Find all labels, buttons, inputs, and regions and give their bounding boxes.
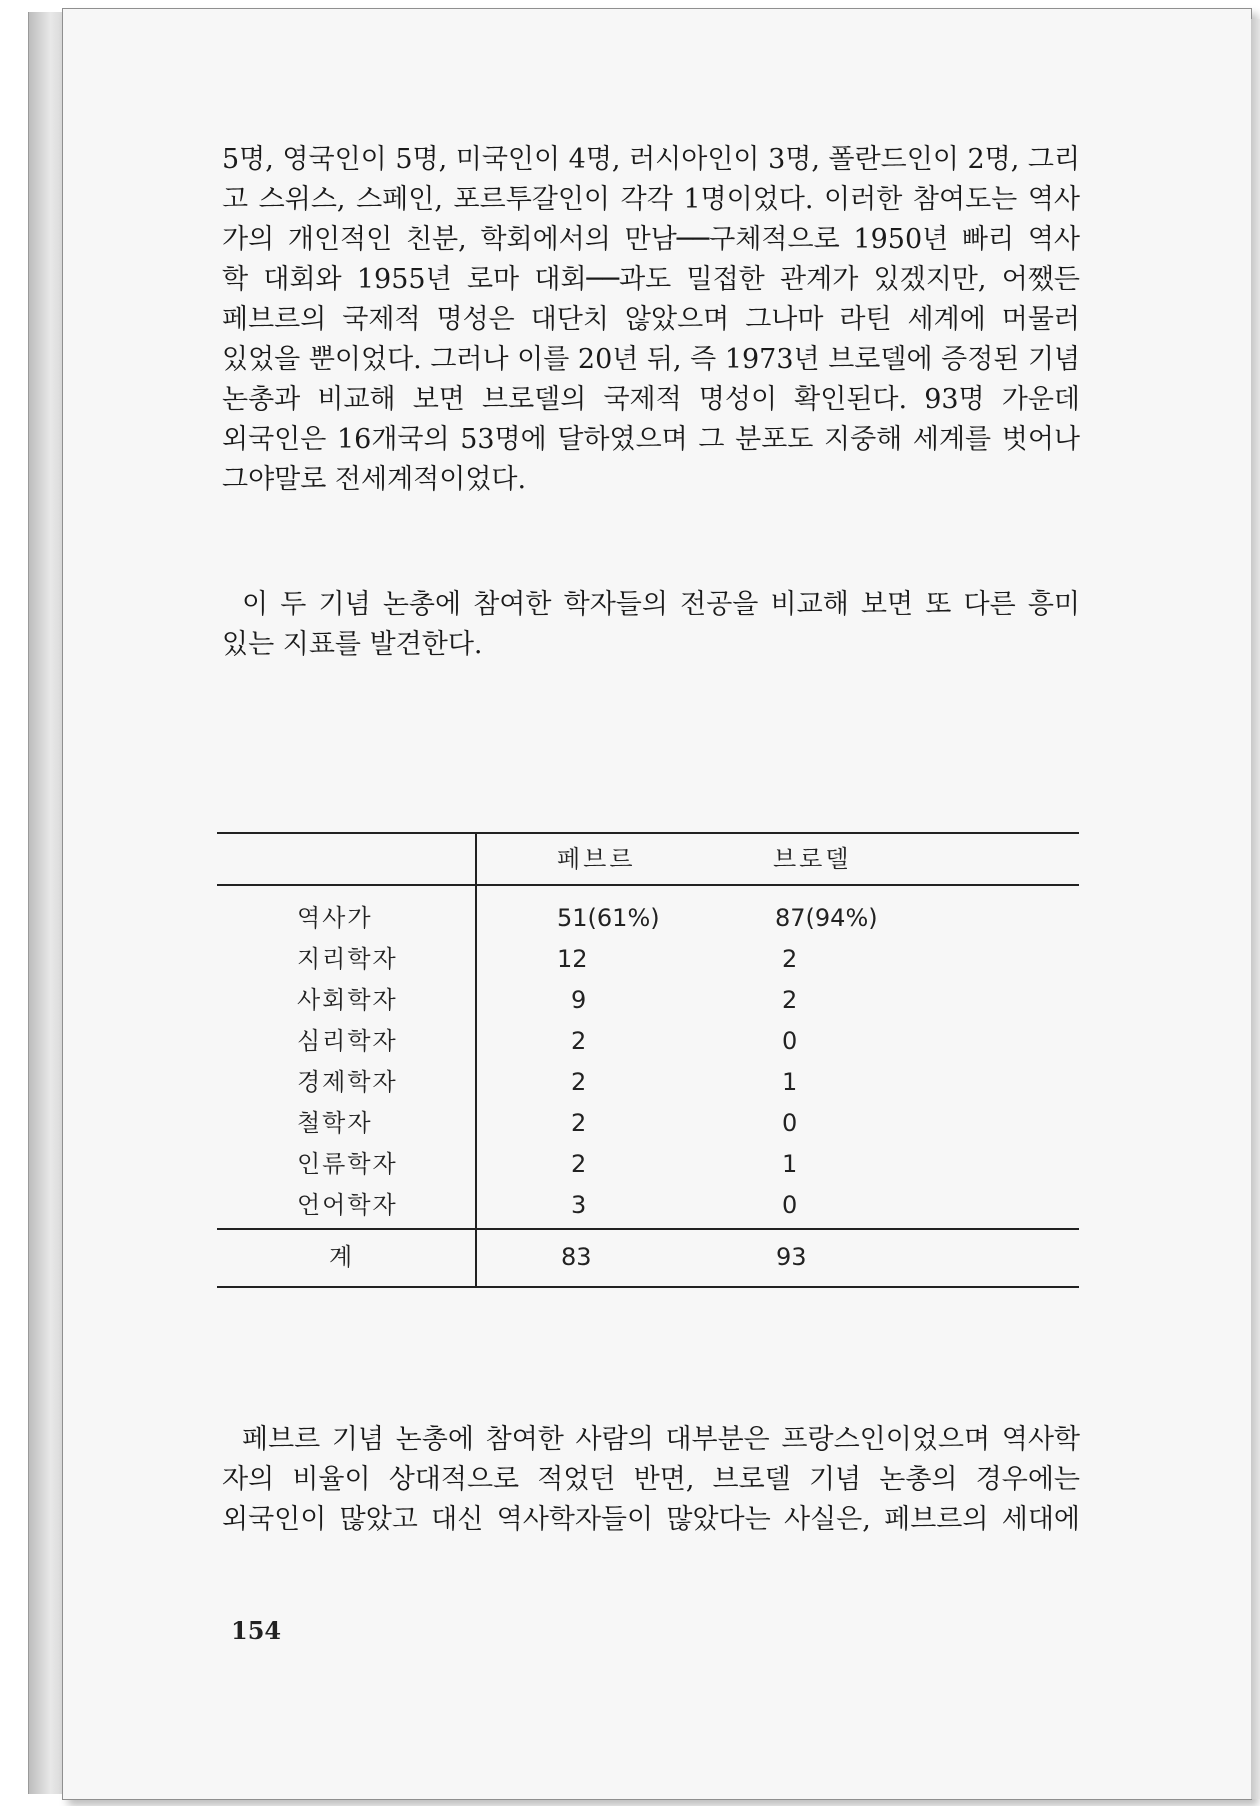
braudel-value: 0 [782, 1027, 798, 1055]
table-rule-top [217, 832, 1079, 834]
braudel-value: 87(94%) [775, 904, 878, 932]
row-label: 심리학자 [297, 1027, 398, 1055]
page-number: 154 [231, 1616, 282, 1645]
table-total-row [217, 1234, 1079, 1280]
table-rule-total [217, 1228, 1079, 1230]
row-label: 인류학자 [297, 1150, 398, 1178]
table-row [217, 898, 1079, 939]
text-line: 그야말로 전세계적이었다. [222, 464, 527, 495]
febvre-value: 12 [557, 945, 588, 973]
table-row [217, 1185, 1079, 1226]
text-line: 가의 개인적인 친분, 학회에서의 만남──구체적으로 1950년 빠리 역사 [222, 224, 1080, 255]
column-header-braudel: 브로델 [773, 845, 852, 873]
table-row [217, 1103, 1079, 1144]
table-row [217, 1021, 1079, 1062]
text-line: 페브르 기념 논총에 참여한 사람의 대부분은 프랑스인이었으며 역사학 [242, 1424, 1080, 1455]
braudel-value: 0 [782, 1191, 798, 1219]
text-line: 논총과 비교해 보면 브로델의 국제적 명성이 확인된다. 93명 가운데 [222, 384, 1080, 415]
braudel-value: 2 [782, 945, 798, 973]
row-label: 사회학자 [297, 986, 398, 1014]
paragraph-2 [222, 585, 1080, 665]
row-label: 언어학자 [297, 1191, 398, 1219]
table-row [217, 939, 1079, 980]
text-line: 5명, 영국인이 5명, 미국인이 4명, 러시아인이 3명, 폴란드인이 2명, 그리 [222, 144, 1080, 175]
febvre-value: 9 [571, 986, 587, 1014]
table-row [217, 1144, 1079, 1185]
febvre-value: 2 [571, 1109, 587, 1137]
paragraph-1 [222, 140, 1080, 500]
column-header-febvre: 페브르 [557, 845, 636, 873]
braudel-value: 0 [782, 1109, 798, 1137]
row-label: 지리학자 [297, 945, 398, 973]
braudel-value: 1 [782, 1068, 798, 1096]
febvre-value: 3 [571, 1191, 587, 1219]
febvre-value: 2 [571, 1027, 587, 1055]
braudel-value: 1 [782, 1150, 798, 1178]
febvre-total: 83 [561, 1243, 592, 1271]
text-line: 페브르의 국제적 명성은 대단치 않았으며 그나마 라틴 세계에 머물러 [222, 304, 1080, 335]
braudel-value: 2 [782, 986, 798, 1014]
table-rule-bottom [217, 1286, 1079, 1288]
braudel-total: 93 [776, 1243, 807, 1271]
febvre-value: 2 [571, 1068, 587, 1096]
text-line: 고 스위스, 스페인, 포르투갈인이 각각 1명이었다. 이러한 참여도는 역사 [222, 184, 1080, 215]
paragraph-3 [222, 1420, 1080, 1540]
text-line: 이 두 기념 논총에 참여한 학자들의 전공을 비교해 보면 또 다른 흥미 [242, 589, 1080, 620]
row-label: 철학자 [297, 1109, 373, 1137]
table-row [217, 1062, 1079, 1103]
text-line: 외국인이 많았고 대신 역사학자들이 많았다는 사실은, 페브르의 세대에 [222, 1504, 1080, 1535]
text-line: 학 대회와 1955년 로마 대회──과도 밀접한 관계가 있겠지만, 어쨌든 [222, 264, 1080, 295]
text-line: 외국인은 16개국의 53명에 달하였으며 그 분포도 지중해 세계를 벗어나 [222, 424, 1080, 455]
text-line: 있는 지표를 발견한다. [222, 629, 483, 660]
total-label: 계 [329, 1243, 353, 1271]
febvre-value: 2 [571, 1150, 587, 1178]
row-label: 경제학자 [297, 1068, 398, 1096]
table-rule-header [217, 884, 1079, 886]
text-line: 있었을 뿐이었다. 그러나 이를 20년 뒤, 즉 1973년 브로델에 증정된 기념 [222, 344, 1080, 375]
row-label: 역사가 [297, 904, 373, 932]
febvre-value: 51(61%) [557, 904, 660, 932]
table-row [217, 980, 1079, 1021]
text-line: 자의 비율이 상대적으로 적었던 반면, 브로델 기념 논총의 경우에는 [222, 1464, 1080, 1495]
